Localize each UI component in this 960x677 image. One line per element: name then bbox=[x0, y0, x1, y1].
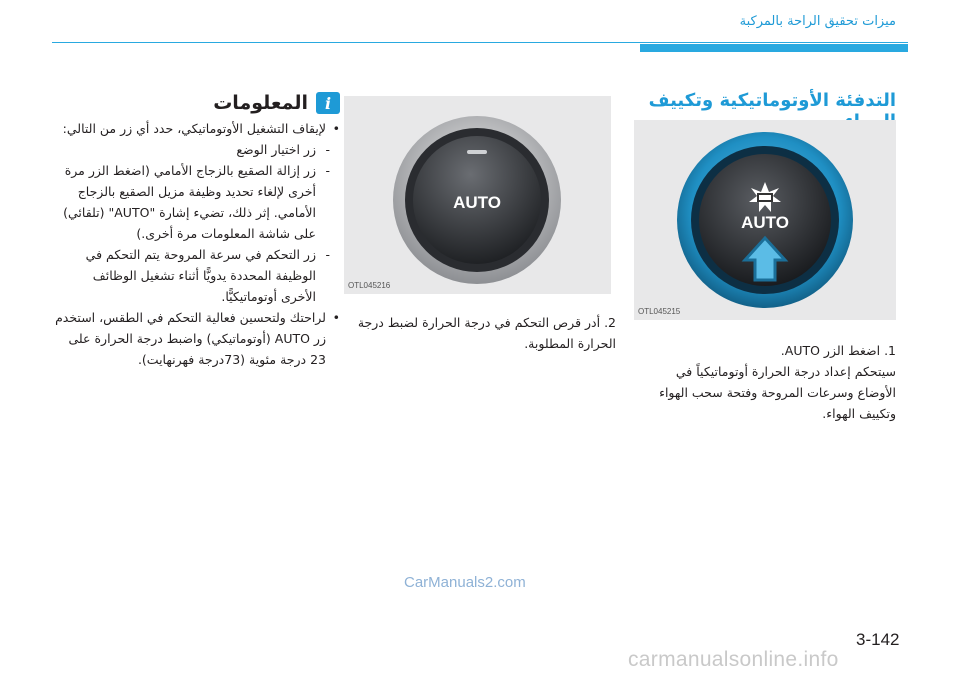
info-dash-3: - زر التحكم في سرعة المروحة يتم التحكم في الوظيفة المحددة يدويًّا أثناء تشغيل الوظائف الأخرى أوتوماتيكيًّا. bbox=[54, 244, 340, 307]
info-bullet-1: • لإيقاف التشغيل الأوتوماتيكي، حدد أي زر من التالي: bbox=[54, 118, 340, 139]
info-dash-1: - زر اختيار الوضع bbox=[54, 139, 340, 160]
figure-code: OTL045216 bbox=[348, 281, 391, 290]
info-heading bbox=[213, 92, 340, 114]
step-1-title: 1. اضغط الزر AUTO. bbox=[780, 343, 896, 358]
auto-label: AUTO bbox=[453, 193, 501, 212]
step-1-description: سيتحكم إعداد درجة الحرارة أوتوماتيكياً في الأوضاع وسرعات المروحة وفتحة سحب الهواء وتكييف الهواء. bbox=[659, 364, 896, 421]
step-1 bbox=[634, 340, 896, 424]
figure-code: OTL045215 bbox=[638, 307, 681, 316]
info-bullet-2: • لراحتك ولتحسين فعالية التحكم في الطقس، استخدم زر AUTO (أوتوماتيكي) واضبط درجة الحرارة على 23 درجة مئوية (73درجة فهرنهايت). bbox=[54, 307, 340, 370]
section-heading: التدفئة الأوتوماتيكية وتكييف bbox=[648, 90, 896, 111]
figure-temperature-dial bbox=[344, 96, 611, 294]
info-title: المعلومات bbox=[213, 92, 308, 114]
header-rule bbox=[52, 42, 908, 43]
info-content bbox=[54, 118, 340, 370]
page-number: 3-142 bbox=[856, 630, 900, 649]
step-2: 2. أدر قرص التحكم في درجة الحرارة لضبط درجة الحرارة المطلوبة. bbox=[357, 315, 616, 351]
header-rule-accent bbox=[640, 44, 908, 52]
auto-label: AUTO bbox=[741, 213, 789, 232]
figure-auto-button-press bbox=[634, 120, 896, 320]
dial-indicator bbox=[467, 150, 487, 154]
temperature-dial-illustration bbox=[344, 96, 611, 294]
info-dash-2: - زر إزالة الصقيع بالزجاج الأمامي (اضغط الزر مرة أخرى لإلغاء تحديد وظيفة مزيل الصقيع بالزجاج الأمامي. إثر ذلك، تضيء إشارة "AUTO" (تلقائي) على شاشة المعلومات مرة أخرى.) bbox=[54, 160, 340, 244]
auto-button-illustration bbox=[634, 120, 896, 320]
info-icon: i bbox=[316, 92, 340, 114]
watermark-carmanualsonline[interactable]: carmanualsonline.info bbox=[628, 648, 839, 671]
watermark-carmanuals2[interactable]: CarManuals2.com bbox=[404, 574, 526, 591]
header-title: ميزات تحقيق الراحة بالمركبة bbox=[739, 14, 896, 29]
